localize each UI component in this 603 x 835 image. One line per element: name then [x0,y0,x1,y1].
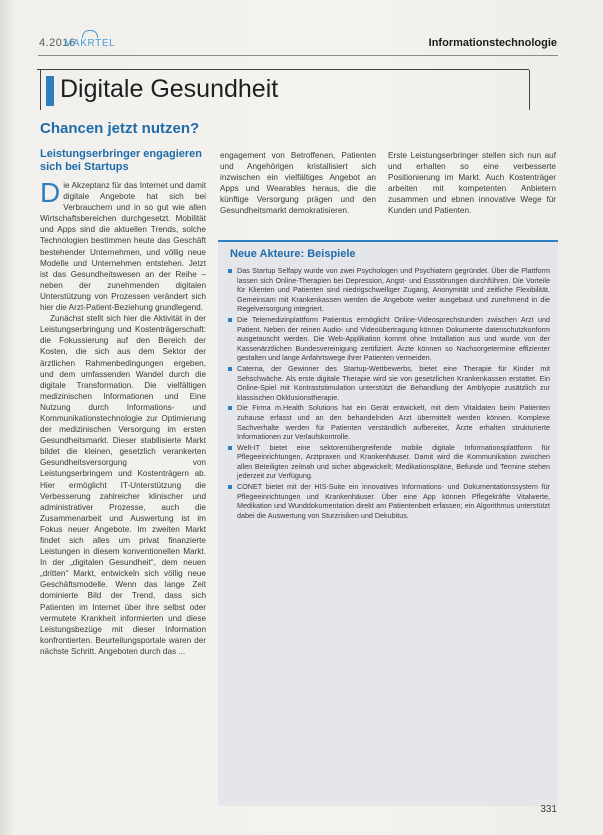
section-label: Informationstechnologie [428,37,557,49]
title-accent-bar [46,76,54,106]
list-item: Die Telemedizinplattform Patientus ermöglicht Online-Videosprechstunden zwischen Arzt und Patient. Neben der reinen Audio- und Videoübertragung können Dokumente datenschutzkonform ausgetauscht werden. Die Web-Applikation kommt ohne Installation aus und wurde von der Kassenärztlichen Bundesvereinigung zertifiziert. Ärzte können so Nachsorgetermine effizienter gestalten und lange Anfahrtswege ihrer Patienten vermeiden. [228,315,550,363]
magazine-logo [64,30,130,50]
column-3-text: Erste Leistungserbringer stellen sich nun auf und erhalten so eine verbesserte Positionierung im Markt. Auch Kostenträger arbeiten mit kompetenten Anbietern zusammen und ebnen innovative Wege für Kunden und Patienten. [388,151,556,216]
article-subtitle: Chancen jetzt nutzen? [40,120,200,137]
column-heading: Leistungserbringer engagieren sich bei Startups [40,148,202,173]
sidebar-list [228,266,550,521]
list-item: Das Startup Selfapy wurde von zwei Psychologen und Psychiatern gegründet. Über die Plattform lassen sich Online-Therapien bei Depression, Angst- und Essstörungen durchführen. Die Vorteile für Klienten und Patienten sind niedrigschwelliger Zugang, Anonymität und zeitliche Flexibilität. Gemeinsam mit Krankenkassen werden die Angebote weiter ausgebaut und zunehmend in die Regelversorgung integriert. [228,266,550,314]
text-column-1 [40,180,206,820]
text-column-3 [388,150,556,235]
drop-cap: D [40,180,61,208]
intro-paragraph [40,180,206,313]
list-item: Caterna, der Gewinner des Startup-Wettbewerbs, bietet eine Therapie für Kinder mit Sehschwäche. Als erste digitale Therapie wird sie von gesetzlichen Krankenkassen erstattet. Ein Online-Spiel mit Kontraststimulation unterstützt die Behandlung der Amblyopie zusätzlich zur klassischen Okklusionstherapie. [228,364,550,402]
logo-arc-icon [82,30,98,38]
list-item: CONET bietet mit der HIS-Suite ein innovatives Informations- und Dokumentationssystem für Pflegeeinrichtungen und Krankenhäuser. Über eine App können Pflegekräfte Vitalwerte, Medikation und Wunddokumentation direkt am Patientenbett erfassen; ein Algorithmus unterstützt dabei die Auswertung von Sturzrisiken und Dekubitus. [228,482,550,520]
list-item: Die Firma m.Health Solutions hat ein Gerät entwickelt, mit dem Vitaldaten beim Patienten zuhause erfasst und an den behandelnden Arzt übermittelt werden können. Komplexe Sachverhalte werden für Patienten verständlich aufbereitet, Ärzte erhalten strukturierte Informationen zur Verlaufskontrolle. [228,403,550,441]
logo-text: MAKRTEL [64,38,116,49]
sidebar-title: Neue Akteure: Beispiele [230,248,356,260]
list-item: Welt-IT bietet eine sektorenübergreifende mobile digitale Informationsplattform für Pflegeeinrichtungen, Arztpraxen und Krankenhäuser. Damit wird die Kommunikation zwischen allen Beteiligten zeitnah und sicher abgewickelt; Medikationspläne, Befunde und Termine stehen jederzeit zur Verfügung. [228,443,550,481]
examples-sidebar-box [218,240,558,806]
text-column-2 [220,150,376,235]
page-title: Digitale Gesundheit [60,75,279,103]
page-number: 331 [540,804,557,815]
body-paragraph: Zunächst stellt sich hier die Aktivität in der Leistungserbringung und Kostenträgerschaft: die Fokussierung auf den Bereich der Kosten, die sich aus dem Sektor der ärztlichen Rahmenbedingungen ergeben, und dem umfassenden Wandel durch die digitale Transformation. Die vielfältigen medizinischen Informationen und Eine Nutzung durch Informations- und Kommunikationstechnologie zur Optimierung der medizinischen Versorgung im ersten Gesundheitsmarkt. Dieser stabilisierte Markt bildet die kleinen, gesetzlich verankerten Gesundheitsversorgung von Leistungserbringern und Kostenträgern ab. Hier ermöglicht IT-Unterstützung die Verbesserung zahlreicher klinischer und administrativer Prozesse, auch die Zusammenarbeit und Auswertung ist im Fokus neuer Angebote. Im zweiten Markt findet sich alles um privat finanzierte Leistungen in diesem konventionellen Markt. In der „digitalen Gesundheit“, dem neuen „dritten“ Markt, entwickeln sich völlig neue Geschäftsmodelle. Wenn das lange Zeit dominierte Bild der Trend, dass sich Patienten im Internet über ihre selbst oder vermutete Krankheit informierten und diese Leistungsbezüge mit dieser Information konfrontierten. Beurteilungsportale waren der nächste Schritt. Angeboten durch das ... [40,314,206,656]
intro-text: ie Akzeptanz für das Internet und damit digitale Angebote hat sich bei Verbrauchern und in so gut wie allen Wirtschaftsbereichen durchgesetzt. Mobilität und Apps sind die aktuellen Trends, solche Technologien bestimmen heute das Geschäft bestehender Unternehmen, und völlig neue Modelle und Unternehmen entstehen. Jetzt ist das Gesundheitswesen an der Reihe – neben der zunehmenden digitalen Unterstützung von Prozessen verändert sich hier die Arzt-Patient-Beziehung grundlegend. [40,181,206,313]
issue-number: 4.2016 [39,37,76,49]
header-rule [38,55,558,56]
column-2-text: engagement von Betroffenen, Patienten und Angehörigen kristallisiert sich inzwischen ein vielfältiges Angebot an Apps und Wearables heraus, die die künftige Versorgung prägen und den Gesundheitsmarkt demokratisieren. [220,151,376,216]
